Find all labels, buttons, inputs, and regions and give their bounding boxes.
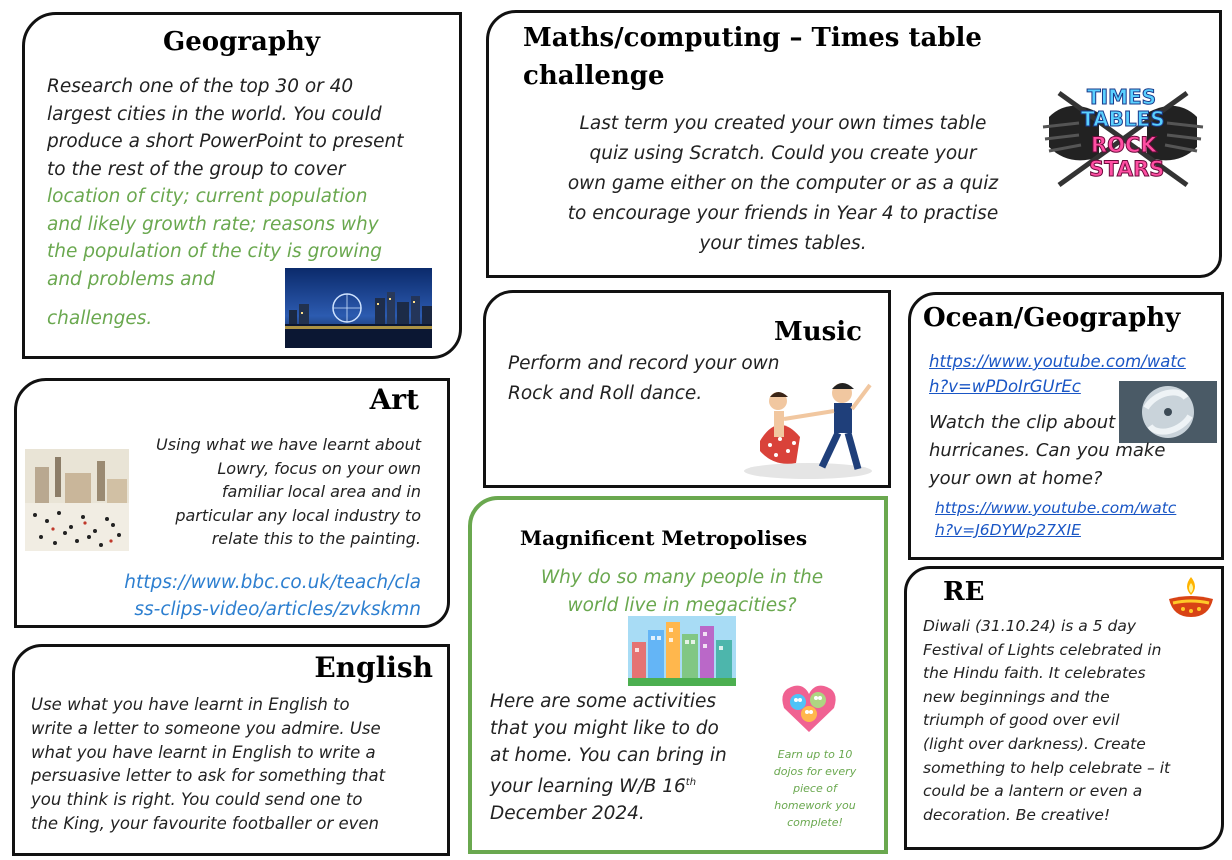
re-line: triumph of good over evil [923, 711, 1120, 730]
metropolises-title: Magnificent Metropolises [520, 526, 808, 550]
ocean-link-line[interactable]: h?v=J6DYWp27XIE [935, 521, 1081, 539]
metropolises-line: Here are some activities [490, 691, 717, 712]
dojo-line: piece of [793, 782, 837, 795]
art-panel [14, 378, 450, 628]
city-skyline-image [285, 268, 432, 348]
geography-green-line: and problems and [47, 268, 215, 290]
re-title: RE [943, 577, 985, 607]
art-line: relate this to the painting. [211, 529, 421, 548]
ocean-line: your own at home? [929, 468, 1103, 489]
logo-stars-text: STARS [1089, 157, 1165, 181]
dojo-line: homework you [774, 799, 856, 812]
english-line: write a letter to someone you admire. Use [31, 718, 381, 738]
maths-line: your times tables. [699, 233, 867, 254]
metropolises-question-line: Why do so many people in the [540, 567, 824, 588]
ocean-line: Watch the clip about [929, 412, 1116, 433]
music-panel [483, 290, 891, 488]
geography-panel [22, 12, 462, 359]
maths-title-line2: challenge [523, 61, 665, 91]
ocean-link-2[interactable] [935, 497, 1176, 541]
metropolises-date-text: your learning W/B 16 [490, 776, 686, 798]
art-line: particular any local industry to [175, 505, 421, 525]
re-panel [904, 566, 1224, 850]
re-line: Festival of Lights celebrated in [923, 640, 1162, 659]
metropolises-line: December 2024. [490, 803, 645, 825]
re-line: new beginnings and the [923, 687, 1110, 706]
english-line: what you have learnt in English to write a [31, 742, 376, 762]
re-line: the Hindu faith. It celebrates [923, 664, 1146, 683]
times-tables-rock-stars-logo [1039, 77, 1207, 199]
re-line: Diwali (31.10.24) is a 5 day [923, 617, 1137, 635]
ocean-line: hurricanes. Can you make [929, 440, 1166, 461]
ocean-text [929, 409, 1165, 493]
english-title: English [314, 651, 433, 684]
ocean-link-line[interactable]: https://www.youtube.com/watc [935, 499, 1177, 517]
maths-panel [486, 10, 1222, 278]
metropolises-question-line: world live in megacities? [567, 595, 797, 616]
geography-line: to the rest of the group to cover [47, 158, 346, 180]
geography-line: Research one of the top 30 or 40 [47, 76, 354, 97]
date-ordinal-suffix: th [685, 777, 697, 788]
art-link[interactable] [124, 569, 421, 623]
ocean-link-line[interactable]: h?v=wPDoIrGUrEc [929, 377, 1081, 396]
metropolises-panel [468, 496, 888, 854]
logo-tables-text: TABLES [1081, 107, 1165, 131]
art-link-line[interactable]: https://www.bbc.co.uk/teach/cla [124, 572, 421, 593]
re-line: something to help celebrate – it [923, 758, 1171, 777]
music-title: Music [773, 317, 862, 347]
music-line: Rock and Roll dance. [508, 383, 703, 404]
class-dojo-monsters-image [778, 680, 840, 736]
ocean-geography-title: Ocean/Geography [923, 303, 1181, 333]
re-line: decoration. Be creative! [923, 805, 1111, 824]
art-line: Using what we have learnt about [156, 435, 421, 454]
megacity-image [628, 616, 736, 686]
dojo-line: Earn up to 10 [777, 748, 853, 761]
music-line: Perform and record your own [508, 353, 780, 374]
diya-lamp-icon [1165, 573, 1217, 621]
rock-and-roll-dancers-image [738, 371, 878, 481]
maths-line: quiz using Scratch. Could you create your [589, 143, 977, 164]
ocean-geography-panel [908, 292, 1224, 560]
re-text [923, 615, 1170, 827]
maths-line: Last term you created your own times table [579, 113, 987, 134]
re-line: could be a lantern or even a [923, 782, 1143, 801]
english-line: the King, your favourite footballer or even [31, 813, 380, 833]
maths-line: own game either on the computer or as a quiz [567, 173, 999, 194]
geography-green-line: location of city; current population [47, 186, 368, 207]
maths-line: to encourage your friends in Year 4 to practise [567, 203, 999, 224]
dojo-reward-note [760, 746, 870, 831]
english-line: you think is right. You could send one to [31, 790, 363, 810]
art-link-line[interactable]: ss-clips-video/articles/zvkskmn [134, 599, 421, 620]
art-line: familiar local area and in [221, 482, 421, 501]
geography-green-line: challenges. [47, 308, 153, 329]
geography-line: produce a short PowerPoint to present [47, 131, 404, 152]
geography-title: Geography [163, 27, 321, 57]
ocean-link-line[interactable]: https://www.youtube.com/watc [929, 352, 1186, 371]
re-line: (light over darkness). Create [923, 734, 1146, 753]
logo-times-text: TIMES [1087, 85, 1157, 109]
geography-green-line: and likely growth rate; reasons why [47, 213, 379, 235]
english-line: Use what you have learnt in English to [31, 695, 350, 714]
metropolises-question [492, 564, 872, 620]
logo-rock-text: ROCK [1091, 133, 1157, 157]
geography-line: largest cities in the world. You could [47, 103, 382, 125]
art-line: Lowry, focus on your own [217, 458, 421, 478]
english-line: persuasive letter to ask for something that [31, 766, 386, 786]
dojo-line: complete! [787, 816, 843, 829]
metropolises-line: at home. You can bring in [490, 745, 727, 766]
english-text [31, 693, 385, 836]
geography-green-line: the population of the city is growing [47, 241, 382, 262]
maths-title-line1: Maths/computing – Times table [523, 23, 982, 53]
maths-text [513, 109, 1053, 259]
art-text [156, 433, 421, 551]
metropolises-line: that you might like to do [490, 718, 719, 739]
english-panel [12, 644, 450, 856]
metropolises-line [490, 769, 727, 800]
dojo-line: dojos for every [773, 765, 857, 778]
lowry-painting-image [25, 449, 129, 551]
metropolises-text [490, 688, 727, 827]
art-title: Art [369, 383, 419, 416]
